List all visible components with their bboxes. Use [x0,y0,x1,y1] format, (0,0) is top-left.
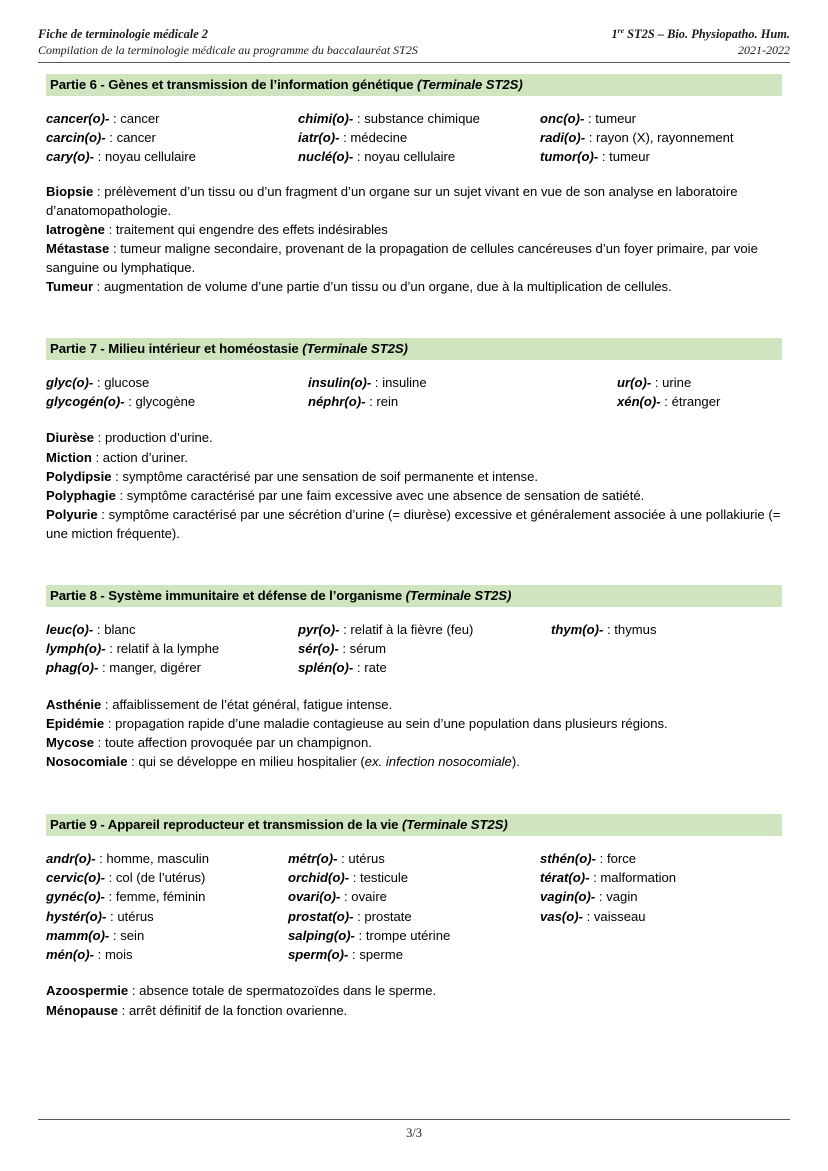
root-entry-empty [540,945,780,964]
definition-separator: : [101,696,113,712]
root-prefix: cancer(o)- [46,111,110,126]
section-partie-6 [46,74,786,296]
definition-entry [46,220,786,239]
root-separator: : [353,908,365,924]
section-heading-level: (Terminale ST2S) [405,588,512,603]
root-separator: : [98,660,110,676]
root-entry [540,868,780,887]
root-separator: : [603,622,615,637]
root-meaning: utérus [348,851,385,866]
root-meaning: mois [104,947,133,963]
root-prefix: cervic(o)- [46,870,105,886]
root-prefix: mén(o)- [46,947,95,963]
definitions-partie-8 [46,695,786,771]
root-separator: : [582,908,594,924]
root-entry [540,147,780,166]
root-entry-empty [540,926,780,945]
definition-entry [46,448,786,467]
root-prefix: insulin(o)- [308,375,372,390]
root-entry [46,639,298,658]
root-prefix: nuclé(o)- [298,149,354,165]
root-entry [540,849,780,868]
root-meaning: femme, féminin [115,889,206,905]
root-meaning: col (de l’utérus) [115,870,206,886]
root-prefix: lymph(o)- [46,641,106,657]
definition-term: Polyphagie [46,487,116,503]
root-prefix: leuc(o)- [46,622,94,637]
root-entry [288,926,540,945]
root-entry [46,907,288,926]
definition-term: Epidémie [46,715,105,731]
page-number: 3/3 [406,1126,422,1140]
root-meaning: testicule [360,870,409,886]
roots-row [46,849,786,868]
root-meaning: vaisseau [593,908,646,924]
root-meaning: trompe utérine [365,927,451,943]
root-separator: : [124,394,136,410]
section-heading-partie-7 [46,338,782,360]
root-separator: : [584,111,596,126]
definition-text: symptôme caractérisé par une faim excessive avec une absence de sensation de satiété. [126,487,645,503]
root-separator: : [660,394,672,410]
root-prefix: vas(o)- [540,908,583,924]
root-meaning: prostate [364,908,412,924]
root-entry-empty [551,639,781,658]
root-separator: : [338,641,350,657]
section-partie-8 [46,585,786,771]
root-separator: : [95,851,107,866]
definition-separator: : [109,241,121,257]
root-prefix: métr(o)- [288,851,338,866]
root-meaning: sérum [349,641,387,657]
root-separator: : [104,889,116,905]
document-header [38,26,790,58]
root-meaning: sein [120,927,145,943]
root-separator: : [348,947,360,963]
root-meaning: blanc [104,622,136,637]
definition-entry [46,714,786,733]
definition-separator: : [115,487,127,503]
definition-text: prélèvement d’un tissu ou d’un fragment d’un organe sur un sujet vivant en vue de son analyse en laboratoire d’anatomopathologie. [46,183,738,218]
definitions-partie-9 [46,981,786,1019]
root-separator: : [353,149,365,165]
root-prefix: sér(o)- [298,641,339,657]
root-entry [617,392,782,411]
root-separator: : [93,622,105,637]
root-prefix: térat(o)- [540,870,590,886]
definitions-partie-6 [46,182,786,297]
root-prefix: phag(o)- [46,660,99,676]
definition-text: affaiblissement de l’état général, fatigue intense. [112,696,393,712]
definitions-partie-7 [46,428,786,543]
root-meaning: insuline [382,375,427,390]
root-prefix: thym(o)- [551,622,604,637]
root-entry [551,620,781,639]
root-prefix: gynéc(o)- [46,889,105,905]
root-meaning: noyau cellulaire [104,149,196,165]
root-meaning: étranger [671,394,721,410]
root-meaning: sperme [359,947,403,963]
definition-separator: : [128,983,140,999]
root-prefix: ovari(o)- [288,889,341,905]
roots-row [46,926,786,945]
header-school-year: 2021-2022 [738,43,790,57]
root-entry [540,128,780,147]
root-separator: : [354,927,366,943]
root-meaning: substance chimique [364,111,480,126]
root-meaning: urine [662,375,692,390]
definition-term: Diurèse [46,430,95,446]
root-entry [298,109,540,128]
root-prefix: mamm(o)- [46,927,110,943]
definition-entry [46,486,786,505]
root-meaning: noyau cellulaire [364,149,456,165]
roots-table-partie-7 [46,373,786,411]
definition-term: Iatrogène [46,221,105,237]
root-meaning: glucose [104,375,150,390]
root-prefix: hystér(o)- [46,908,107,924]
definition-entry [46,239,786,277]
definition-text-after: ). [511,754,520,770]
header-subtitle: Compilation de la terminologie médicale au programme du baccalauréat ST2S [38,43,418,57]
section-heading-level: (Terminale ST2S) [302,341,408,356]
definition-text: propagation rapide d’une maladie contagieuse au sein d’une population dans plusieurs régions. [115,715,668,731]
definition-entry [46,752,786,771]
roots-row [46,128,786,147]
root-meaning: utérus [117,908,154,924]
definition-term: Tumeur [46,279,94,295]
root-meaning: homme, masculin [106,851,209,866]
root-entry [308,373,617,392]
root-prefix: xén(o)- [617,394,661,410]
roots-row [46,109,786,128]
root-separator: : [585,130,597,146]
root-meaning: glycogène [135,394,196,410]
header-course-rest: ST2S – Bio. Physiopatho. Hum. [624,27,790,42]
definition-separator: : [104,221,116,237]
root-separator: : [105,130,117,146]
header-title: Fiche de terminologie médicale 2 [38,27,208,42]
definition-text: traitement qui engendre des effets indésirables [115,221,388,237]
root-meaning: relatif à la lymphe [116,641,220,657]
root-prefix: salping(o)- [288,927,355,943]
definition-separator: : [104,715,116,731]
definition-term: Ménopause [46,1002,119,1018]
root-meaning: rate [364,660,387,676]
definition-text: tumeur maligne secondaire, provenant de la propagation de cellules cancéreuses d’un foyer primaire, par voie sanguine ou lymphatique. [46,241,758,276]
root-separator: : [339,130,351,146]
definition-separator: : [94,430,105,446]
root-prefix: tumor(o)- [540,149,599,165]
section-heading-partie-9 [46,814,782,836]
root-separator: : [349,870,361,886]
definition-entry [46,981,786,1000]
footer-divider [38,1119,790,1120]
definition-text: action d’uriner. [102,449,188,465]
root-prefix: pyr(o)- [298,622,340,637]
root-prefix: ur(o)- [617,375,652,390]
root-separator: : [353,111,365,126]
roots-row [46,868,786,887]
definition-term: Métastase [46,241,110,257]
definition-separator: : [93,183,105,199]
root-entry [298,128,540,147]
definition-text: arrêt définitif de la fonction ovarienne. [128,1002,348,1018]
root-entry [46,868,288,887]
root-prefix: glycogén(o)- [46,394,125,410]
root-entry [298,147,540,166]
definition-term: Biopsie [46,183,94,199]
definition-entry [46,467,786,486]
definition-separator: : [118,1002,129,1018]
definition-separator: : [94,734,105,750]
section-partie-7 [46,338,786,543]
root-entry [46,373,308,392]
root-separator: : [340,889,352,905]
section-partie-9 [46,814,786,1020]
roots-row [46,620,786,639]
root-separator: : [104,870,116,886]
root-entry [46,926,288,945]
root-entry [46,849,288,868]
root-separator: : [109,927,121,943]
root-meaning: médecine [350,130,408,146]
root-entry [46,887,288,906]
root-entry [46,147,298,166]
root-entry-empty [551,658,781,677]
roots-row [46,887,786,906]
roots-row [46,639,786,658]
definition-example: ex. infection nosocomiale [364,754,512,770]
root-entry [308,392,617,411]
definition-entry [46,428,786,447]
roots-row [46,392,786,411]
root-prefix: splén(o)- [298,660,354,676]
section-heading-level: (Terminale ST2S) [402,817,508,832]
root-entry [46,109,298,128]
header-course-sup: re [617,26,625,35]
root-prefix: carcin(o)- [46,130,106,146]
section-heading-level: (Terminale ST2S) [417,77,523,92]
root-entry [288,849,540,868]
root-meaning: rein [376,394,399,410]
roots-row [46,945,786,964]
roots-table-partie-8 [46,620,786,678]
root-prefix: vagin(o)- [540,889,596,905]
root-separator: : [353,660,365,676]
root-meaning: cancer [116,130,156,146]
root-entry [46,392,308,411]
root-separator: : [94,149,105,165]
definition-term: Miction [46,449,92,465]
root-entry [288,907,540,926]
definition-text: symptôme caractérisé par une sensation de soif permanente et intense. [122,468,539,484]
roots-row [46,658,786,677]
root-meaning: malformation [600,870,677,886]
root-separator: : [337,851,349,866]
definition-separator: : [97,506,109,522]
root-meaning: rayon (X), rayonnement [596,130,734,146]
root-prefix: chimi(o)- [298,111,354,126]
section-heading-title: Partie 7 - Milieu intérieur et homéostasie [50,341,303,356]
root-prefix: néphr(o)- [308,394,366,410]
roots-row [46,373,786,392]
root-prefix: andr(o)- [46,851,96,866]
root-separator: : [109,111,121,126]
root-meaning: thymus [614,622,657,637]
root-separator: : [365,394,377,410]
roots-row [46,147,786,166]
root-separator: : [339,622,351,637]
definition-term: Polyurie [46,506,98,522]
definition-entry [46,733,786,752]
root-prefix: sthén(o)- [540,851,597,866]
definition-separator: : [127,754,139,770]
root-entry [288,887,540,906]
root-entry [298,639,551,658]
definition-entry [46,695,786,714]
root-entry [298,658,551,677]
root-entry [298,620,551,639]
definition-term: Asthénie [46,696,102,712]
definition-term: Nosocomiale [46,754,128,770]
section-heading-title: Partie 9 - Appareil reproducteur et transmission de la vie [50,817,402,832]
root-entry [540,907,780,926]
root-prefix: sperm(o)- [288,947,349,963]
header-course-prefix: 1 [611,27,618,42]
definition-text: production d’urine. [104,430,213,446]
definition-term: Mycose [46,734,95,750]
root-separator: : [93,375,105,390]
definition-separator: : [93,279,104,295]
definition-text: toute affection provoquée par un champignon. [104,734,372,750]
root-meaning: relatif à la fièvre (feu) [350,622,474,637]
root-entry [46,945,288,964]
root-separator: : [589,870,601,886]
root-prefix: iatr(o)- [298,130,340,146]
root-separator: : [651,375,663,390]
root-meaning: tumeur [609,149,650,165]
root-separator: : [596,851,607,866]
root-prefix: onc(o)- [540,111,585,126]
root-prefix: cary(o)- [46,149,95,165]
definition-entry [46,182,786,220]
root-meaning: vagin [606,889,638,905]
root-meaning: cancer [120,111,160,126]
root-meaning: ovaire [351,889,387,905]
section-heading-partie-6 [46,74,782,96]
header-divider [38,62,790,63]
definition-text: symptôme caractérisé par une sécrétion d’urine (= diurèse) excessive et généralement associée à une pollakiurie (= une miction fréquente). [46,506,781,542]
definition-text: augmentation de volume d’une partie d’un tissu ou d’un organe, due à la multiplication de cellules. [103,279,672,295]
root-meaning: tumeur [595,111,637,126]
root-meaning: manger, digérer [109,660,201,676]
definition-separator: : [111,468,123,484]
definition-text: qui se développe en milieu hospitalier ( [138,754,365,770]
definition-term: Polydipsie [46,468,112,484]
root-prefix: prostat(o)- [288,908,354,924]
section-heading-partie-8 [46,585,782,607]
root-entry [540,109,780,128]
root-entry [617,373,782,392]
roots-table-partie-6 [46,109,786,167]
root-entry [46,128,298,147]
root-separator: : [94,947,105,963]
definition-term: Azoospermie [46,983,129,999]
root-prefix: glyc(o)- [46,375,94,390]
definition-text: absence totale de spermatozoïdes dans le sperme. [139,983,437,999]
root-prefix: radi(o)- [540,130,586,146]
roots-row [46,907,786,926]
section-heading-title: Partie 8 - Système immunitaire et défense de l’organisme [50,588,406,603]
header-course-line [611,26,790,43]
root-separator: : [106,908,118,924]
section-heading-title: Partie 6 - Gènes et transmission de l’information génétique [50,77,417,92]
root-entry [288,945,540,964]
root-separator: : [598,149,610,165]
roots-table-partie-9 [46,849,786,964]
definition-separator: : [91,449,103,465]
root-separator: : [371,375,383,390]
root-entry [540,887,780,906]
definition-entry [46,505,786,543]
root-entry [288,868,540,887]
definition-entry [46,277,786,296]
definition-entry [46,1001,786,1020]
root-meaning: force [606,851,637,866]
root-prefix: orchid(o)- [288,870,350,886]
root-entry [46,658,298,677]
root-separator: : [595,889,607,905]
root-separator: : [105,641,117,657]
root-entry [46,620,298,639]
